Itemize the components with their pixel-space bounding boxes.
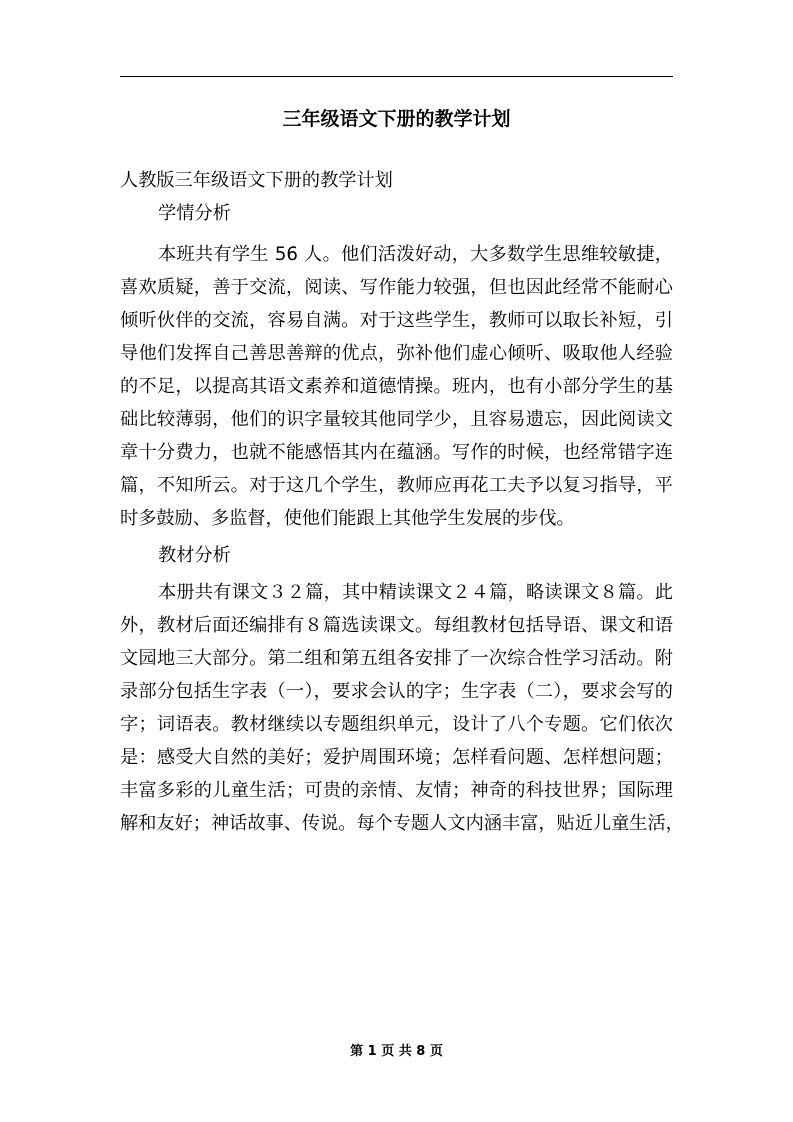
paragraph-line: 是：感受大自然的美好；爱护周围环境；怎样看问题、怎样想问题； bbox=[120, 747, 673, 768]
paragraph-textbook-analysis bbox=[120, 576, 684, 840]
paragraph-line: 章十分费力，也就不能感悟其内在蕴涵。写作的时候，也经常错字连 bbox=[120, 442, 673, 463]
paragraph-line: 文园地三大部分。第二组和第五组各安排了一次综合性学习活动。附 bbox=[120, 648, 673, 669]
document-body bbox=[120, 164, 684, 840]
paragraph-line: 本册共有课文３２篇，其中精读课文２４篇，略读课文８篇。此 bbox=[158, 582, 673, 603]
section-heading-learning-analysis: 学情分析 bbox=[158, 203, 231, 224]
paragraph-line: 解和友好；神话故事、传说。每个专题人文内涵丰富，贴近儿童生活， bbox=[120, 813, 684, 834]
paragraph-line: 喜欢质疑，善于交流，阅读、写作能力较强，但也因此经常不能耐心 bbox=[120, 277, 673, 298]
section-heading-textbook-analysis: 教材分析 bbox=[158, 545, 231, 566]
paragraph-line: 的不足，以提高其语文素养和道德情操。班内，也有小部分学生的基 bbox=[120, 376, 673, 397]
paragraph-learning-analysis bbox=[120, 238, 673, 535]
paragraph-line: 丰富多彩的儿童生活；可贵的亲情、友情；神奇的科技世界；国际理 bbox=[120, 780, 673, 801]
paragraph-line: 录部分包括生字表（一），要求会认的字；生字表（二），要求会写的 bbox=[120, 681, 673, 702]
page-number-footer: 第 1 页 共 8 页 bbox=[350, 1044, 443, 1059]
document-subtitle: 人教版三年级语文下册的教学计划 bbox=[120, 170, 393, 191]
paragraph-line: 本班共有学生 56 人。他们活泼好动，大多数学生思维较敏捷， bbox=[158, 244, 673, 265]
paragraph-line: 外，教材后面还编排有８篇选读课文。每组教材包括导语、课文和语 bbox=[120, 615, 673, 636]
paragraph-line: 时多鼓励、多监督，使他们能跟上其他学生发展的步伐。 bbox=[120, 508, 575, 529]
paragraph-line: 础比较薄弱，他们的识字量较其他同学少，且容易遗忘，因此阅读文 bbox=[120, 409, 673, 430]
paragraph-line: 字；词语表。教材继续以专题组织单元，设计了八个专题。它们依次 bbox=[120, 714, 673, 735]
paragraph-line: 导他们发挥自己善思善辩的优点，弥补他们虚心倾听、吸取他人经验 bbox=[120, 343, 673, 364]
paragraph-line: 倾听伙伴的交流，容易自满。对于这些学生，教师可以取长补短，引 bbox=[120, 310, 673, 331]
paragraph-line: 篇，不知所云。对于这几个学生，教师应再花工夫予以复习指导，平 bbox=[120, 475, 673, 496]
page-title: 三年级语文下册的教学计划 bbox=[282, 108, 511, 130]
header-rule bbox=[120, 76, 673, 77]
